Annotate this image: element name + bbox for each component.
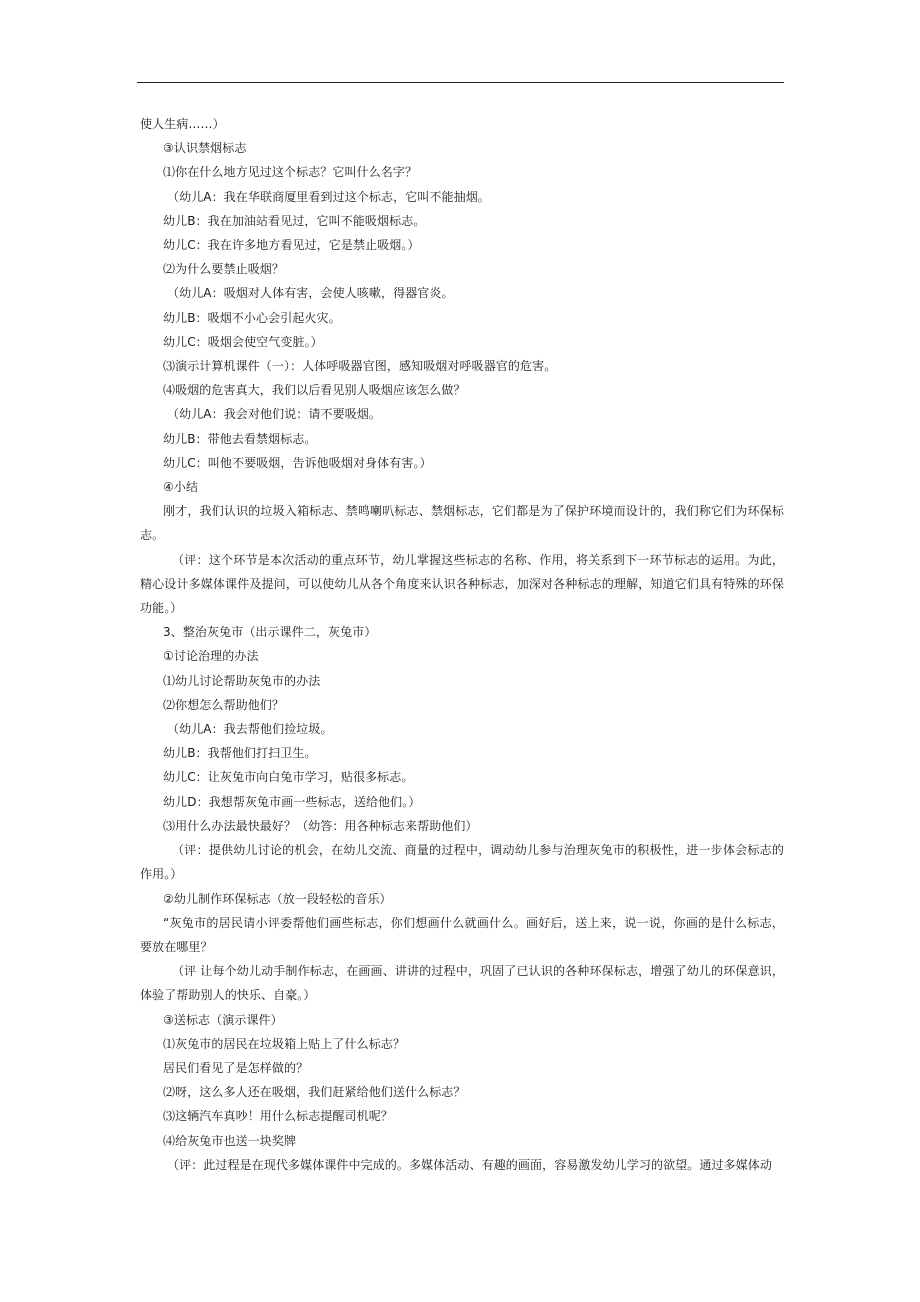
step-line: ⑷给灰兔市也送一块奖牌 <box>163 1133 297 1148</box>
answer-line: 幼儿D：我想帮灰兔市画一些标志，送给他们。） <box>163 794 421 809</box>
document-body <box>140 112 784 1177</box>
step-line: ⑴幼儿讨论帮助灰兔市的办法 <box>163 673 321 688</box>
text-line: 使人生病……） <box>140 117 225 131</box>
section-heading: ①讨论治理的办法 <box>163 649 259 664</box>
question-line: ⑵为什么要禁止吸烟？ <box>163 262 285 277</box>
comment-line: （评：此过程是在现代多媒体课件中完成的。多媒体活动、有趣的画面，容易激发幼儿学习的欲望。通过多媒体动 <box>167 1157 773 1172</box>
comment-paragraph: （评：提供幼儿讨论的机会，在幼儿交流、商量的过程中，调动幼儿参与治理灰兔市的积极性，进一步体会标志的作用。） <box>140 843 784 882</box>
summary-paragraph: 刚才，我们认识的垃圾入箱标志、禁鸣喇叭标志、禁烟标志，它们都是为了保护环境而设计的，我们称它们为环保标志。 <box>140 504 784 543</box>
question-line: 居民们看见了是怎样做的？ <box>163 1060 309 1075</box>
answer-line: 幼儿B：我帮他们打扫卫生。 <box>163 746 317 761</box>
question-line: ⑴灰兔市的居民在垃圾箱上贴上了什么标志？ <box>163 1036 406 1051</box>
question-line: ⑵你想怎么帮助他们？ <box>163 697 285 712</box>
comment-paragraph: （评 让每个幼儿动手制作标志，在画画、讲讲的过程中，巩固了已认识的各种环保标志，增强了幼儿的环保意识，体验了帮助别人的快乐、自豪。） <box>140 964 784 1003</box>
section-heading: 3、整治灰兔市（出示课件二，灰兔市） <box>163 625 377 640</box>
header-rule <box>137 82 784 83</box>
section-heading: ③认识禁烟标志 <box>163 141 247 156</box>
answer-line: （幼儿A：我在华联商厦里看到过这个标志，它叫不能抽烟。 <box>167 189 490 204</box>
question-line: ⑵呀，这么多人还在吸烟，我们赶紧给他们送什么标志？ <box>163 1085 466 1100</box>
answer-line: （幼儿A：吸烟对人体有害，会使人咳嗽，得器官炎。 <box>167 286 454 301</box>
answer-line: 幼儿B：带他去看禁烟标志。 <box>163 431 317 446</box>
comment-paragraph: （评：这个环节是本次活动的重点环节，幼儿掌握这些标志的名称、作用，将关系到下一环节标志的运用。为此，精心设计多媒体课件及提问，可以使幼儿从各个角度来认识各种标志，加深对各种标志的理解，知道它们具有特殊的环保功能。） <box>140 552 784 616</box>
section-heading: ③送标志（演示课件） <box>163 1012 283 1027</box>
answer-line: （幼儿A：我去帮他们捡垃圾。 <box>167 722 333 737</box>
step-line: ⑶演示计算机课件（一）：人体呼吸器官图，感知吸烟对呼吸器官的危害。 <box>163 359 557 374</box>
answer-line: （幼儿A：我会对他们说：请不要吸烟。 <box>167 407 382 422</box>
narration-paragraph: “灰兔市的居民请小评委帮他们画些标志，你们想画什么就画什么。画好后，送上来，说一说，你画的是什么标志，要放在哪里？ <box>140 915 784 954</box>
question-line: ⑴你在什么地方见过这个标志？它叫什么名字？ <box>163 165 418 180</box>
section-heading: ④小结 <box>163 480 199 495</box>
answer-line: 幼儿B：我在加油站看见过，它叫不能吸烟标志。 <box>163 213 426 228</box>
answer-line: 幼儿C：叫他不要吸烟，告诉他吸烟对身体有害。） <box>163 455 432 470</box>
answer-line: 幼儿B：吸烟不小心会引起火灾。 <box>163 310 341 325</box>
section-heading: ②幼儿制作环保标志（放一段轻松的音乐） <box>163 891 392 906</box>
question-line: ⑶这辆汽车真吵！用什么标志提醒司机呢？ <box>163 1109 393 1124</box>
question-line: ⑶用什么办法最快最好？（幼答：用各种标志来帮助他们） <box>163 818 478 833</box>
answer-line: 幼儿C：吸烟会使空气变脏。） <box>163 334 323 349</box>
answer-line: 幼儿C：我在许多地方看见过，它是禁止吸烟。） <box>163 238 420 253</box>
answer-line: 幼儿C：让灰兔市向白兔市学习，贴很多标志。 <box>163 770 414 785</box>
question-line: ⑷吸烟的危害真大，我们以后看见别人吸烟应该怎么做？ <box>163 383 466 398</box>
